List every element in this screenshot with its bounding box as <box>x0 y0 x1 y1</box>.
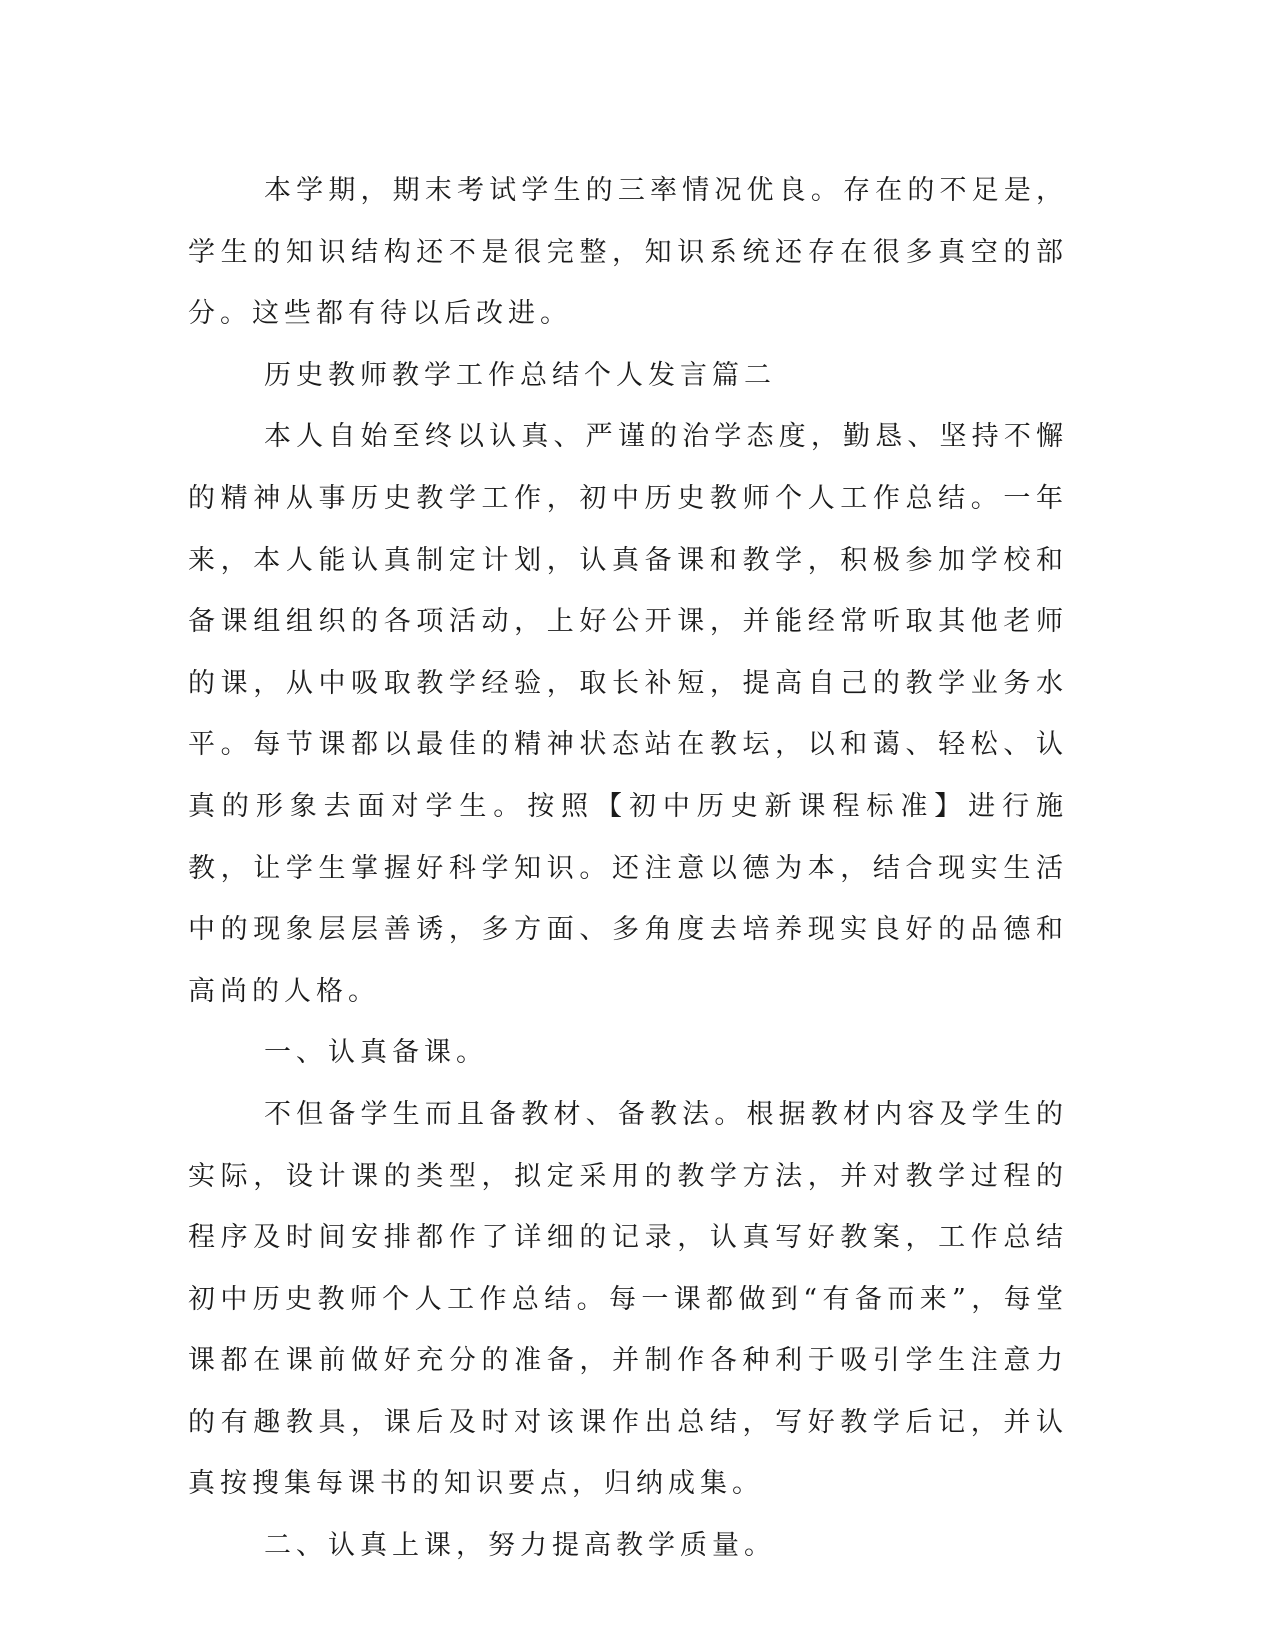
document-body <box>188 160 1068 1577</box>
paragraph-prepare: 不但备学生而且备教材、备教法。根据教材内容及学生的实际，设计课的类型，拟定采用的教学方法，并对教学过程的程序及时间安排都作了详细的记录，认真写好教案，工作总结初中历史教师个人工作总结。每一课都做到“有备而来”，每堂课都在课前做好充分的准备，并制作各种利于吸引学生注意力的有趣教具，课后及时对该课作出总结，写好教学后记，并认真按搜集每课书的知识要点，归纳成集。 <box>188 1098 1068 1500</box>
paragraph-summary: 本学期，期末考试学生的三率情况优良。存在的不足是，学生的知识结构还不是很完整，知识系统还存在很多真空的部分。这些都有待以后改进。 <box>188 175 1068 330</box>
section-heading: 历史教师教学工作总结个人发言篇二 <box>264 359 776 391</box>
subheading-prepare: 一、认真备课。 <box>264 1037 488 1069</box>
paragraph-intro: 本人自始至终以认真、严谨的治学态度，勤恳、坚持不懈的精神从事历史教学工作，初中历史教师个人工作总结。一年来，本人能认真制定计划，认真备课和教学，积极参加学校和备课组组织的各项活动，上好公开课，并能经常听取其他老师的课，从中吸取教学经验，取长补短，提高自己的教学业务水平。每节课都以最佳的精神状态站在教坛，以和蔼、轻松、认真的形象去面对学生。按照【初中历史新课程标准】进行施教，让学生掌握好科学知识。还注意以德为本，结合现实生活中的现象层层善诱，多方面、多角度去培养现实良好的品德和高尚的人格。 <box>188 421 1068 1007</box>
subheading-teaching: 二、认真上课，努力提高教学质量。 <box>264 1530 776 1562</box>
